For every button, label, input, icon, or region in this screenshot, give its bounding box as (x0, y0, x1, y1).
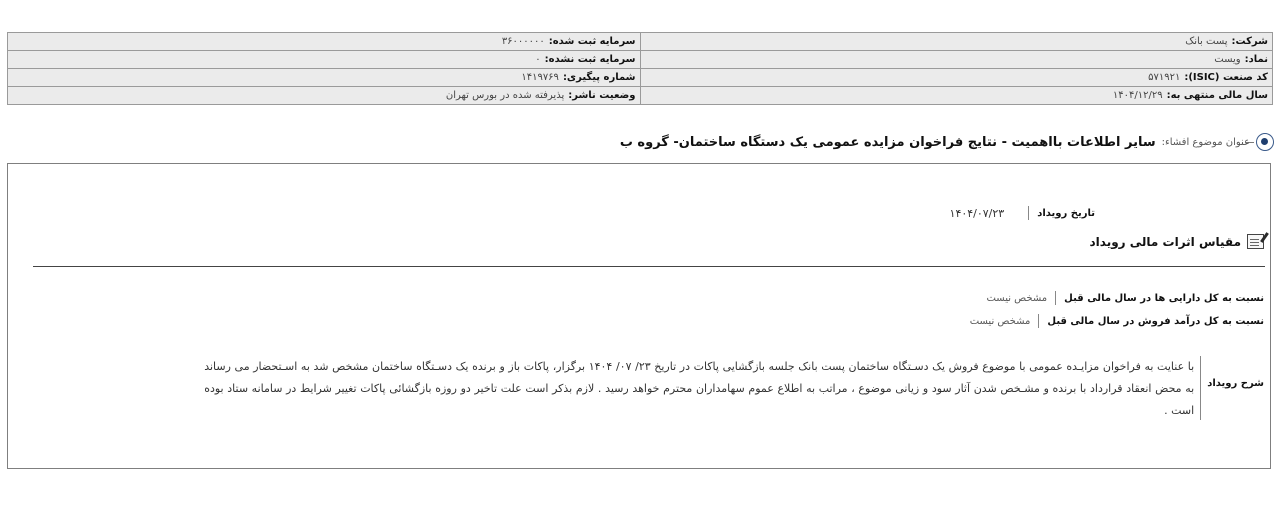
symbol-label: نماد: (1244, 54, 1268, 65)
isic-label-code: ISIC (1192, 72, 1215, 83)
subject-heading (620, 131, 1274, 153)
subject-label: عنوان موضوع افشاء: (1161, 136, 1250, 148)
symbol-value: ویست (1214, 54, 1241, 65)
registered-capital-label: سرمایه ثبت شده: (548, 36, 636, 47)
isic-value: ۵۷۱۹۲۱ (1148, 72, 1181, 83)
tracking-label: شماره پیگیری: (562, 72, 636, 83)
registered-capital-value: ۳۶۰۰۰۰۰۰ (501, 36, 545, 47)
event-date-label: تاریخ رویداد (1037, 207, 1095, 219)
separator (1038, 314, 1039, 328)
info-row (8, 33, 1273, 51)
event-description-text: با عنایت به فراخوان مزایـده عمومی با موضوع فروش یک دسـتگاه ساختمان پست بانک جلسه بازگشایی پاکات در تاریخ ۲۳/ ۰۷/ ۱۴۰۴ برگزار، پاکات باز و برنده یک دسـتگاه ساختمان مشخص شد به اسـتحضار می رساند به محض انعقاد قرارداد با برنده و مشـخص شدن آثار سود و زیانی موضوع ، مراتب به اطلاع عموم سهامداران محترم خواهد رسید . لازم بذکر است علت تاخیر دو روزه بازگشائی پاکات تغییر شرایط در سامانه ستاد بوده است . (204, 360, 1195, 417)
isic-label (1184, 72, 1268, 83)
separator (1200, 356, 1201, 420)
publisher-status-label: وضعیت ناشر: (568, 90, 636, 101)
sales-ratio-label: نسبت به کل درآمد فروش در سال مالی قبل (1047, 315, 1264, 327)
event-date-row (950, 206, 1095, 220)
subject-title: سایر اطلاعات بااهمیت - نتایج فراخوان مزایده عمومی یک دستگاه ساختمان- گروه ب (619, 134, 1156, 150)
sales-ratio-row (970, 314, 1264, 328)
symbol-cell (640, 51, 1273, 69)
fiscal-year-value: ۱۴۰۴/۱۲/۲۹ (1112, 90, 1163, 101)
company-info-table (7, 32, 1273, 105)
target-icon (1256, 133, 1274, 151)
company-value: پست بانک (1185, 36, 1228, 47)
edit-icon (1247, 234, 1264, 249)
assets-ratio-value: مشخص نیست (986, 292, 1048, 304)
event-panel (7, 163, 1271, 469)
sales-ratio-value: مشخص نیست (969, 315, 1031, 327)
unregistered-capital-label: سرمایه ثبت نشده: (544, 54, 636, 65)
tracking-value: ۱۴۱۹۷۶۹ (521, 72, 559, 83)
publisher-status-cell (8, 87, 641, 105)
assets-ratio-label: نسبت به کل دارایی ها در سال مالی قبل (1064, 292, 1264, 304)
financial-effects-heading (1090, 234, 1264, 249)
financial-effects-title: مقیاس اثرات مالی رویداد (1089, 234, 1241, 249)
section-divider (33, 266, 1265, 267)
tracking-cell (8, 69, 641, 87)
isic-label-prefix: کد صنعت ( (1214, 72, 1268, 83)
unregistered-capital-cell (8, 51, 641, 69)
separator (1028, 206, 1029, 220)
isic-label-suffix: ): (1184, 72, 1193, 83)
separator (1055, 291, 1056, 305)
event-description-label: شرح رویداد (1207, 378, 1264, 389)
isic-cell (640, 69, 1273, 87)
registered-capital-cell (8, 33, 641, 51)
info-row (8, 87, 1273, 105)
fiscal-year-label: سال مالی منتهی به: (1166, 90, 1268, 101)
info-row (8, 51, 1273, 69)
company-cell (640, 33, 1273, 51)
fiscal-year-cell (640, 87, 1273, 105)
assets-ratio-row (986, 291, 1264, 305)
info-row (8, 69, 1273, 87)
company-label: شرکت: (1231, 36, 1268, 47)
event-description-row (204, 356, 1264, 422)
unregistered-capital-value: ۰ (535, 54, 541, 65)
publisher-status-value: پذیرفته شده در بورس تهران (445, 90, 565, 101)
event-date-value: ۱۴۰۴/۰۷/۲۳ (949, 206, 1005, 220)
